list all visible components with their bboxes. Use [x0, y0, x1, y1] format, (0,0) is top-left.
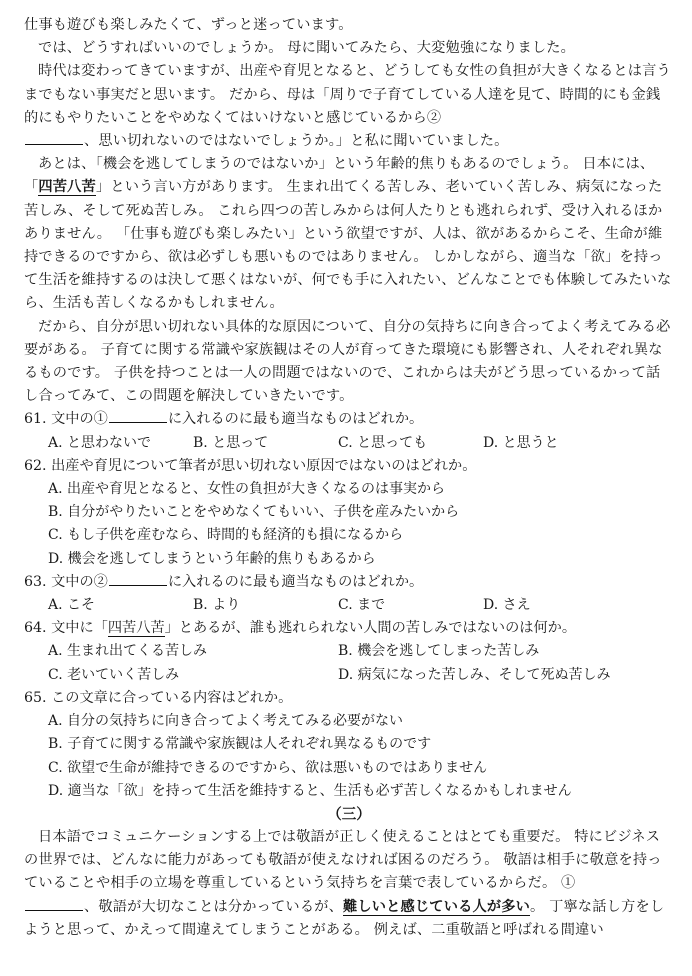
blank-1 [109, 408, 167, 423]
paragraph-2-text-b: 、思い切れないのではないでしょうか。」と私に聞いていました。 [84, 133, 509, 150]
passage-paragraph-1: では、どうすればいいのでしょうか。 母に聞いてみたら、大変勉強になりました。 [38, 40, 576, 57]
option-63-b[interactable]: B. より [193, 597, 241, 614]
section-3-title: （三） [327, 805, 371, 823]
option-62-a[interactable]: A. 出産や育児となると、女性の負担が大きくなるのは事実から [48, 481, 446, 498]
option-65-a[interactable]: A. 自分の気持ちに向き合ってよく考えてみる必要がない [48, 713, 404, 730]
option-62-c[interactable]: C. もし子供を産むなら、時間的も経済的も損になるから [48, 527, 404, 544]
option-65-d[interactable]: D. 適当な「欲」を持って生活を維持すると、生活も必ず苦しくなるかもしれません [48, 782, 572, 799]
paragraph-3-text-b: 」という言い方があります。 生まれ出てくる苦しみ、老いていく苦しみ、病気になった苦しみ、そして死ぬ苦しみ。 これら四つの苦しみからは何人たりとも逃れられず、受け入れるほかありません。 「仕事も遊びも楽しみたい」という欲望ですが、人は、欲があるからこそ、生命が維持できるのですから、欲は必ずしも悪いものではありません。 しかしながら、適当な「欲」を持って生活を維持するのは決して悪くはないが、何でも手に入れたい、どんなことでも体験してみたいなら、生活も苦しくなるかもしれません。 [24, 179, 672, 312]
question-65-stem: 65. この文章に合っている内容はどれか。 [24, 689, 293, 706]
option-61-d[interactable]: D. と思うと [483, 434, 559, 451]
keyword-shikuhakku-ref: 四苦八苦 [107, 620, 165, 637]
passage-line-top: 仕事も遊びも楽しみたくて、ずっと迷っています。 [24, 17, 353, 33]
option-64-c[interactable]: C. 老いていく苦しみ [48, 666, 180, 683]
blank-2 [25, 130, 83, 145]
option-61-a[interactable]: A. と思わないで [48, 434, 152, 451]
paragraph-2-text-a: 時代は変わってきていますが、出産や育児となると、どうしても女性の負担が大きくなるとは言うまでもない事実だと思います。 だから、母は「周りで子育てしている人達を見て、時間的にも金銭的にもやりたいことをやめなくてはいけないと感じているから② [24, 63, 671, 126]
question-64-options-row-1 [24, 640, 674, 663]
blank-2-ref [109, 571, 167, 586]
option-62-d[interactable]: D. 機会を逃してしまうという年齢的焦りもあるから [48, 550, 376, 567]
underlined-phrase: 難しいと感じている人が多い [342, 898, 531, 915]
keyword-shikuhakku: 四苦八苦 [38, 179, 96, 196]
option-64-a[interactable]: A. 生まれ出てくる苦しみ [48, 643, 208, 660]
question-64-options-row-2 [24, 664, 674, 687]
option-65-b[interactable]: B. 子育てに関する常識や家族観は人それぞれ異なるものです [48, 736, 432, 753]
option-64-d[interactable]: D. 病気になった苦しみ、そして死ぬ苦しみ [338, 666, 611, 683]
question-61-options [24, 432, 674, 455]
option-62-b[interactable]: B. 自分がやりたいことをやめなくてもいい、子供を産みたいから [48, 504, 460, 521]
paragraph-3-text-a: あとは、「機会を逃してしまうのではないか」という年齢的焦りもあるのでしょう。 日本には、「 [24, 156, 655, 196]
option-64-b[interactable]: B. 機会を逃してしまった苦しみ [338, 643, 540, 660]
option-65-c[interactable]: C. 欲望で生命が維持できるのですから、欲は悪いものではありません [48, 759, 488, 776]
passage-paragraph-2 [24, 60, 674, 153]
passage-paragraph-4: だから、自分が思い切れない具体的な原因について、自分の気持ちに向き合ってよく考えてみる必要がある。 子育てに関する常識や家族観はその人が育ってきた環境にも影響され、人それぞれ異なるものです。 子供を持つことは一人の問題ではないので、これからは夫がどう思っているかって話し合ってみて、この問題を解決していきたいです。 [24, 318, 671, 405]
question-62-stem: 62. 出産や育児について筆者が思い切れない原因ではないのはどれか。 [24, 457, 477, 474]
question-64-stem: 64. 文中に「四苦八苦」とあるが、誰も逃れられない人間の苦しみではないのは何か。 [24, 620, 577, 637]
section-3-paragraph: 日本語でコミュニケーションする上では敬語が正しく使えることはとても重要だ。 特にビジネスの世界では、どんなに能力があっても敬語が使えなければ困るのだろう。 敬語は相手に敬意を持っていることや相手の立場を尊重しているという気持ちを言葉で表しているからだ。 ① 、敬語が大切なことは分かっているが、難しいと感じている人が多い。 丁寧な話し方をしようと思って、かえって間違えてしまうことがある。 例えば、二重敬語と呼ばれる間違い [24, 828, 665, 938]
option-63-c[interactable]: C. まで [338, 597, 386, 614]
section-3-blank-1 [25, 896, 83, 911]
option-61-c[interactable]: C. と思っても [338, 434, 428, 451]
option-61-b[interactable]: B. と思って [193, 434, 269, 451]
question-63-stem: 63. 文中の② に入れるのに最も適当なものはどれか。 [24, 571, 674, 594]
question-63-options [24, 594, 674, 617]
question-61-stem: 61. 文中の① に入れるのに最も適当なものはどれか。 [24, 408, 674, 431]
option-63-d[interactable]: D. さえ [483, 597, 531, 614]
passage-paragraph-3 [24, 153, 674, 315]
option-63-a[interactable]: A. こそ [48, 597, 96, 614]
